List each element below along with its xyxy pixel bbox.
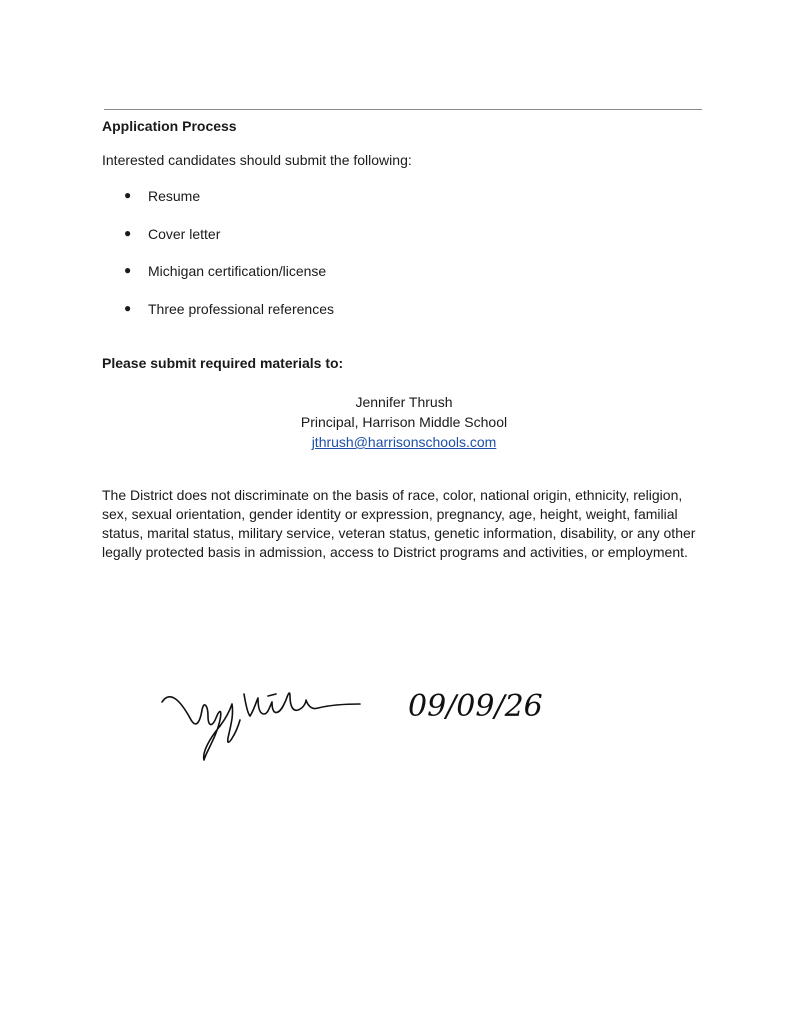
list-item-label: Resume (148, 188, 201, 204)
horizontal-rule (104, 109, 702, 110)
bullet-icon: ● (124, 263, 132, 277)
list-item-label: Michigan certification/license (148, 263, 327, 279)
application-process-heading: Application Process (102, 118, 237, 134)
contact-name: Jennifer Thrush (355, 394, 453, 410)
bullet-icon: ● (124, 226, 132, 240)
handwritten-signature (150, 660, 570, 770)
signature-date: 09/09/26 (408, 689, 543, 724)
list-item-label: Cover letter (148, 226, 221, 242)
contact-title: Principal, Harrison Middle School (300, 414, 508, 430)
submit-materials-heading: Please submit required materials to: (102, 355, 344, 371)
bullet-icon: ● (124, 301, 132, 315)
non-discrimination-statement: The District does not discriminate on the basis of race, color, national origin, ethnicity, religion, sex, sexual orientation, gender identity or expression, pregnancy, age, height, weight, familial status, marital status, military service, veteran status, genetic information, disability, or any other legally protected basis in admission, access to District programs and activities, or employment. (102, 487, 696, 560)
list-item-label: Three professional references (148, 301, 334, 317)
intro-text: Interested candidates should submit the following: (102, 152, 412, 168)
contact-block (204, 392, 604, 452)
contact-email-link[interactable]: jthrush@harrisonschools.com (311, 434, 497, 450)
bullet-icon: ● (124, 188, 132, 202)
